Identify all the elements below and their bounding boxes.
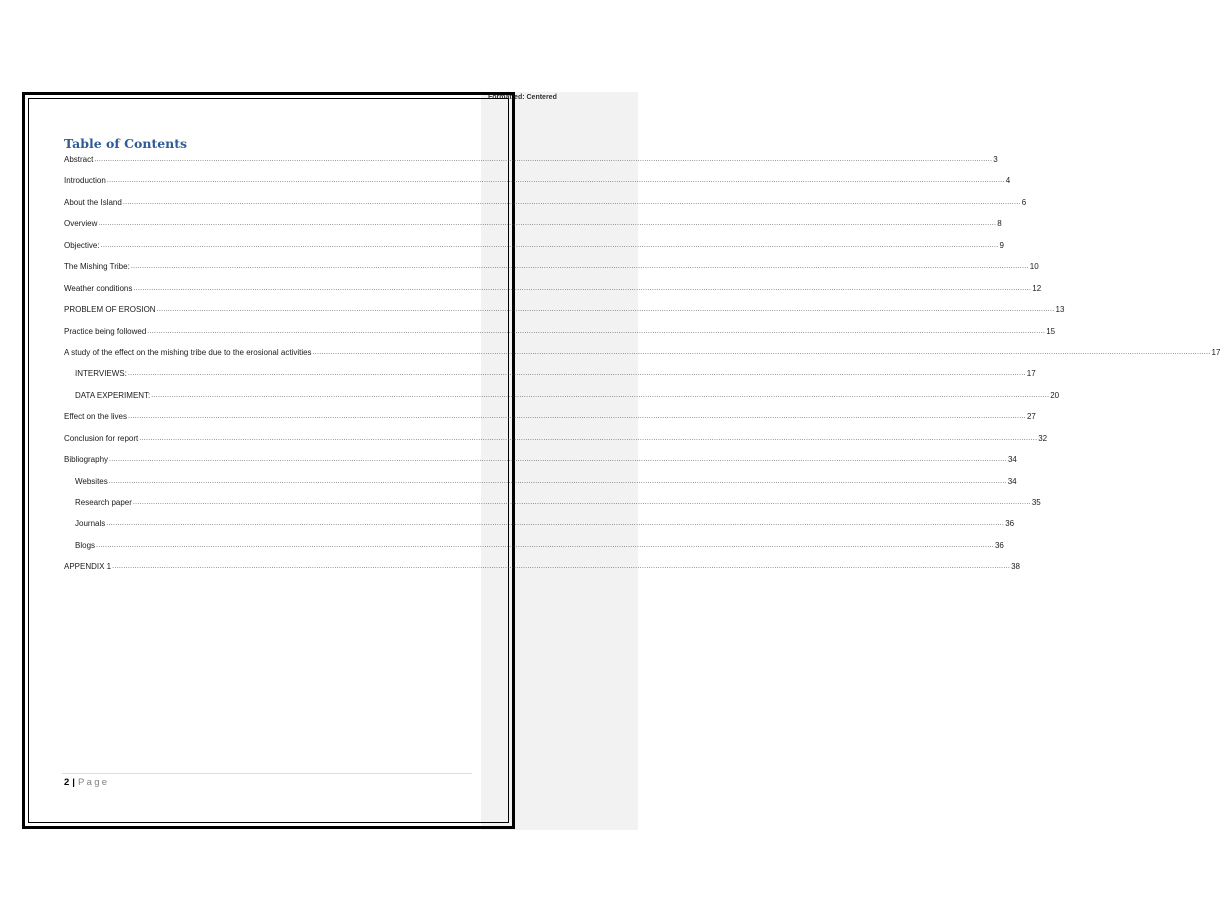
- toc-dot-leader: ................................................................................................................................................................................................................................................................................................................................................................................................................: [109, 456, 1007, 464]
- toc-entry-page: 20: [1050, 390, 1060, 400]
- toc-entry-title: The Mishing Tribe:: [64, 262, 130, 272]
- toc-entry[interactable]: [64, 346, 1220, 367]
- footer-divider: [62, 773, 472, 774]
- toc-entry[interactable]: [64, 453, 1017, 474]
- toc-entry-page: 32: [1038, 433, 1048, 443]
- toc-dot-leader: ................................................................................................................................................................................................................................................................................................................................................................................................................: [94, 156, 993, 163]
- toc-entry[interactable]: [64, 496, 1041, 517]
- toc-entry[interactable]: [64, 153, 998, 174]
- toc-entry-page: 8: [997, 219, 1002, 229]
- toc-entry-page: 6: [1021, 197, 1027, 207]
- toc-dot-leader: ................................................................................................................................................................................................................................................................................................................................................................................................................: [96, 541, 994, 549]
- toc-entry-title: APPENDIX 1: [64, 562, 112, 572]
- toc-dot-leader: ................................................................................................................................................................................................................................................................................................................................................................................................................: [122, 198, 1021, 206]
- toc-entry[interactable]: [64, 517, 1015, 538]
- toc-entry-title: Practice being followed: [64, 326, 147, 336]
- footer-page-number: 2: [64, 777, 70, 788]
- toc-entry-page: 12: [1032, 283, 1042, 293]
- toc-entry[interactable]: [64, 260, 1039, 281]
- toc-dot-leader: ................................................................................................................................................................................................................................................................................................................................................................................................................: [156, 306, 1055, 314]
- toc-dot-leader: ................................................................................................................................................................................................................................................................................................................................................................................................................: [151, 391, 1050, 399]
- toc-entry-page: 36: [1005, 519, 1015, 529]
- toc-entry-title: PROBLEM OF EROSION: [64, 305, 156, 315]
- toc-dot-leader: ................................................................................................................................................................................................................................................................................................................................................................................................................: [128, 413, 1026, 421]
- toc-entry-title: Effect on the lives: [64, 412, 127, 422]
- toc-entry-title: Overview: [64, 219, 98, 229]
- toc-dot-leader: ................................................................................................................................................................................................................................................................................................................................................................................................................: [106, 177, 1005, 185]
- toc-entry-title: INTERVIEWS:: [75, 369, 127, 379]
- toc-entry[interactable]: [64, 389, 1060, 410]
- toc-dot-leader: ................................................................................................................................................................................................................................................................................................................................................................................................................: [100, 241, 999, 249]
- toc-entry-page: 3: [993, 155, 998, 164]
- toc-entry-page: 38: [1011, 562, 1020, 572]
- toc-title: Table of Contents: [64, 136, 188, 151]
- toc-entry[interactable]: [64, 303, 1065, 324]
- toc-dot-leader: ................................................................................................................................................................................................................................................................................................................................................................................................................: [127, 370, 1026, 378]
- toc-entry-page: 13: [1055, 305, 1065, 315]
- toc-entry-title: Bibliography: [64, 455, 109, 465]
- toc-entry-title: Introduction: [64, 176, 106, 186]
- toc-entry[interactable]: [64, 475, 1017, 496]
- toc-entry[interactable]: [64, 560, 1020, 581]
- toc-entry-title: Abstract: [64, 155, 94, 164]
- toc-dot-leader: ................................................................................................................................................................................................................................................................................................................................................................................................................: [147, 327, 1046, 335]
- footer-separator: |: [72, 777, 75, 788]
- toc-dot-leader: ................................................................................................................................................................................................................................................................................................................................................................................................................: [130, 263, 1029, 271]
- comment-label: Formatted: Centered: [488, 94, 557, 101]
- toc-entry[interactable]: [64, 367, 1036, 388]
- toc-entry[interactable]: [64, 174, 1011, 195]
- toc-entry-page: 27: [1026, 412, 1036, 422]
- toc-entry-page: 17: [1026, 369, 1036, 379]
- toc-entry-title: Conclusion for report: [64, 433, 139, 443]
- toc-entry-page: 15: [1046, 326, 1056, 336]
- footer-page-word: Page: [77, 777, 110, 788]
- toc-entry-page: 17: [1211, 347, 1220, 357]
- toc-entry-title: Journals: [75, 519, 106, 529]
- toc-entry-title: Blogs: [75, 540, 96, 550]
- toc-entry-title: Websites: [75, 476, 108, 486]
- toc-dot-leader: ................................................................................................................................................................................................................................................................................................................................................................................................................: [139, 434, 1038, 442]
- toc-entry-title: A study of the effect on the mishing tribe due to the erosional activities: [64, 347, 312, 357]
- toc-entry[interactable]: [64, 410, 1036, 431]
- toc-dot-leader: ................................................................................................................................................................................................................................................................................................................................................................................................................: [132, 499, 1031, 506]
- toc-entry[interactable]: [64, 196, 1027, 217]
- toc-entry-title: Weather conditions: [64, 283, 133, 293]
- toc-dot-leader: ................................................................................................................................................................................................................................................................................................................................................................................................................: [112, 563, 1011, 571]
- toc-entry-page: 36: [994, 540, 1004, 550]
- toc-dot-leader: ................................................................................................................................................................................................................................................................................................................................................................................................................: [312, 348, 1211, 356]
- toc-entry-title: About the Island: [64, 197, 122, 207]
- toc-entry-title: Objective:: [64, 240, 100, 250]
- toc-entry[interactable]: [64, 239, 1004, 260]
- toc-entry-page: 35: [1031, 498, 1041, 507]
- toc-entry-page: 9: [999, 240, 1004, 250]
- toc-entry[interactable]: [64, 432, 1048, 453]
- page-footer: [64, 777, 109, 788]
- toc-entry[interactable]: [64, 539, 1004, 560]
- toc-dot-leader: ................................................................................................................................................................................................................................................................................................................................................................................................................: [98, 220, 997, 228]
- toc-entry-title: DATA EXPERIMENT:: [75, 390, 151, 400]
- toc-entry-title: Research paper: [75, 498, 132, 507]
- toc-entry-page: 34: [1007, 476, 1017, 486]
- toc-entry[interactable]: [64, 282, 1042, 303]
- toc-entry[interactable]: [64, 217, 1002, 238]
- toc-dot-leader: ................................................................................................................................................................................................................................................................................................................................................................................................................: [133, 284, 1032, 292]
- toc-dot-leader: ................................................................................................................................................................................................................................................................................................................................................................................................................: [106, 520, 1005, 528]
- toc-entry-page: 10: [1029, 262, 1039, 272]
- toc-entry[interactable]: [64, 325, 1056, 346]
- toc-entry-page: 34: [1007, 455, 1017, 465]
- toc-list: [64, 153, 1220, 582]
- toc-entry-page: 4: [1005, 176, 1011, 186]
- toc-dot-leader: ................................................................................................................................................................................................................................................................................................................................................................................................................: [108, 477, 1007, 485]
